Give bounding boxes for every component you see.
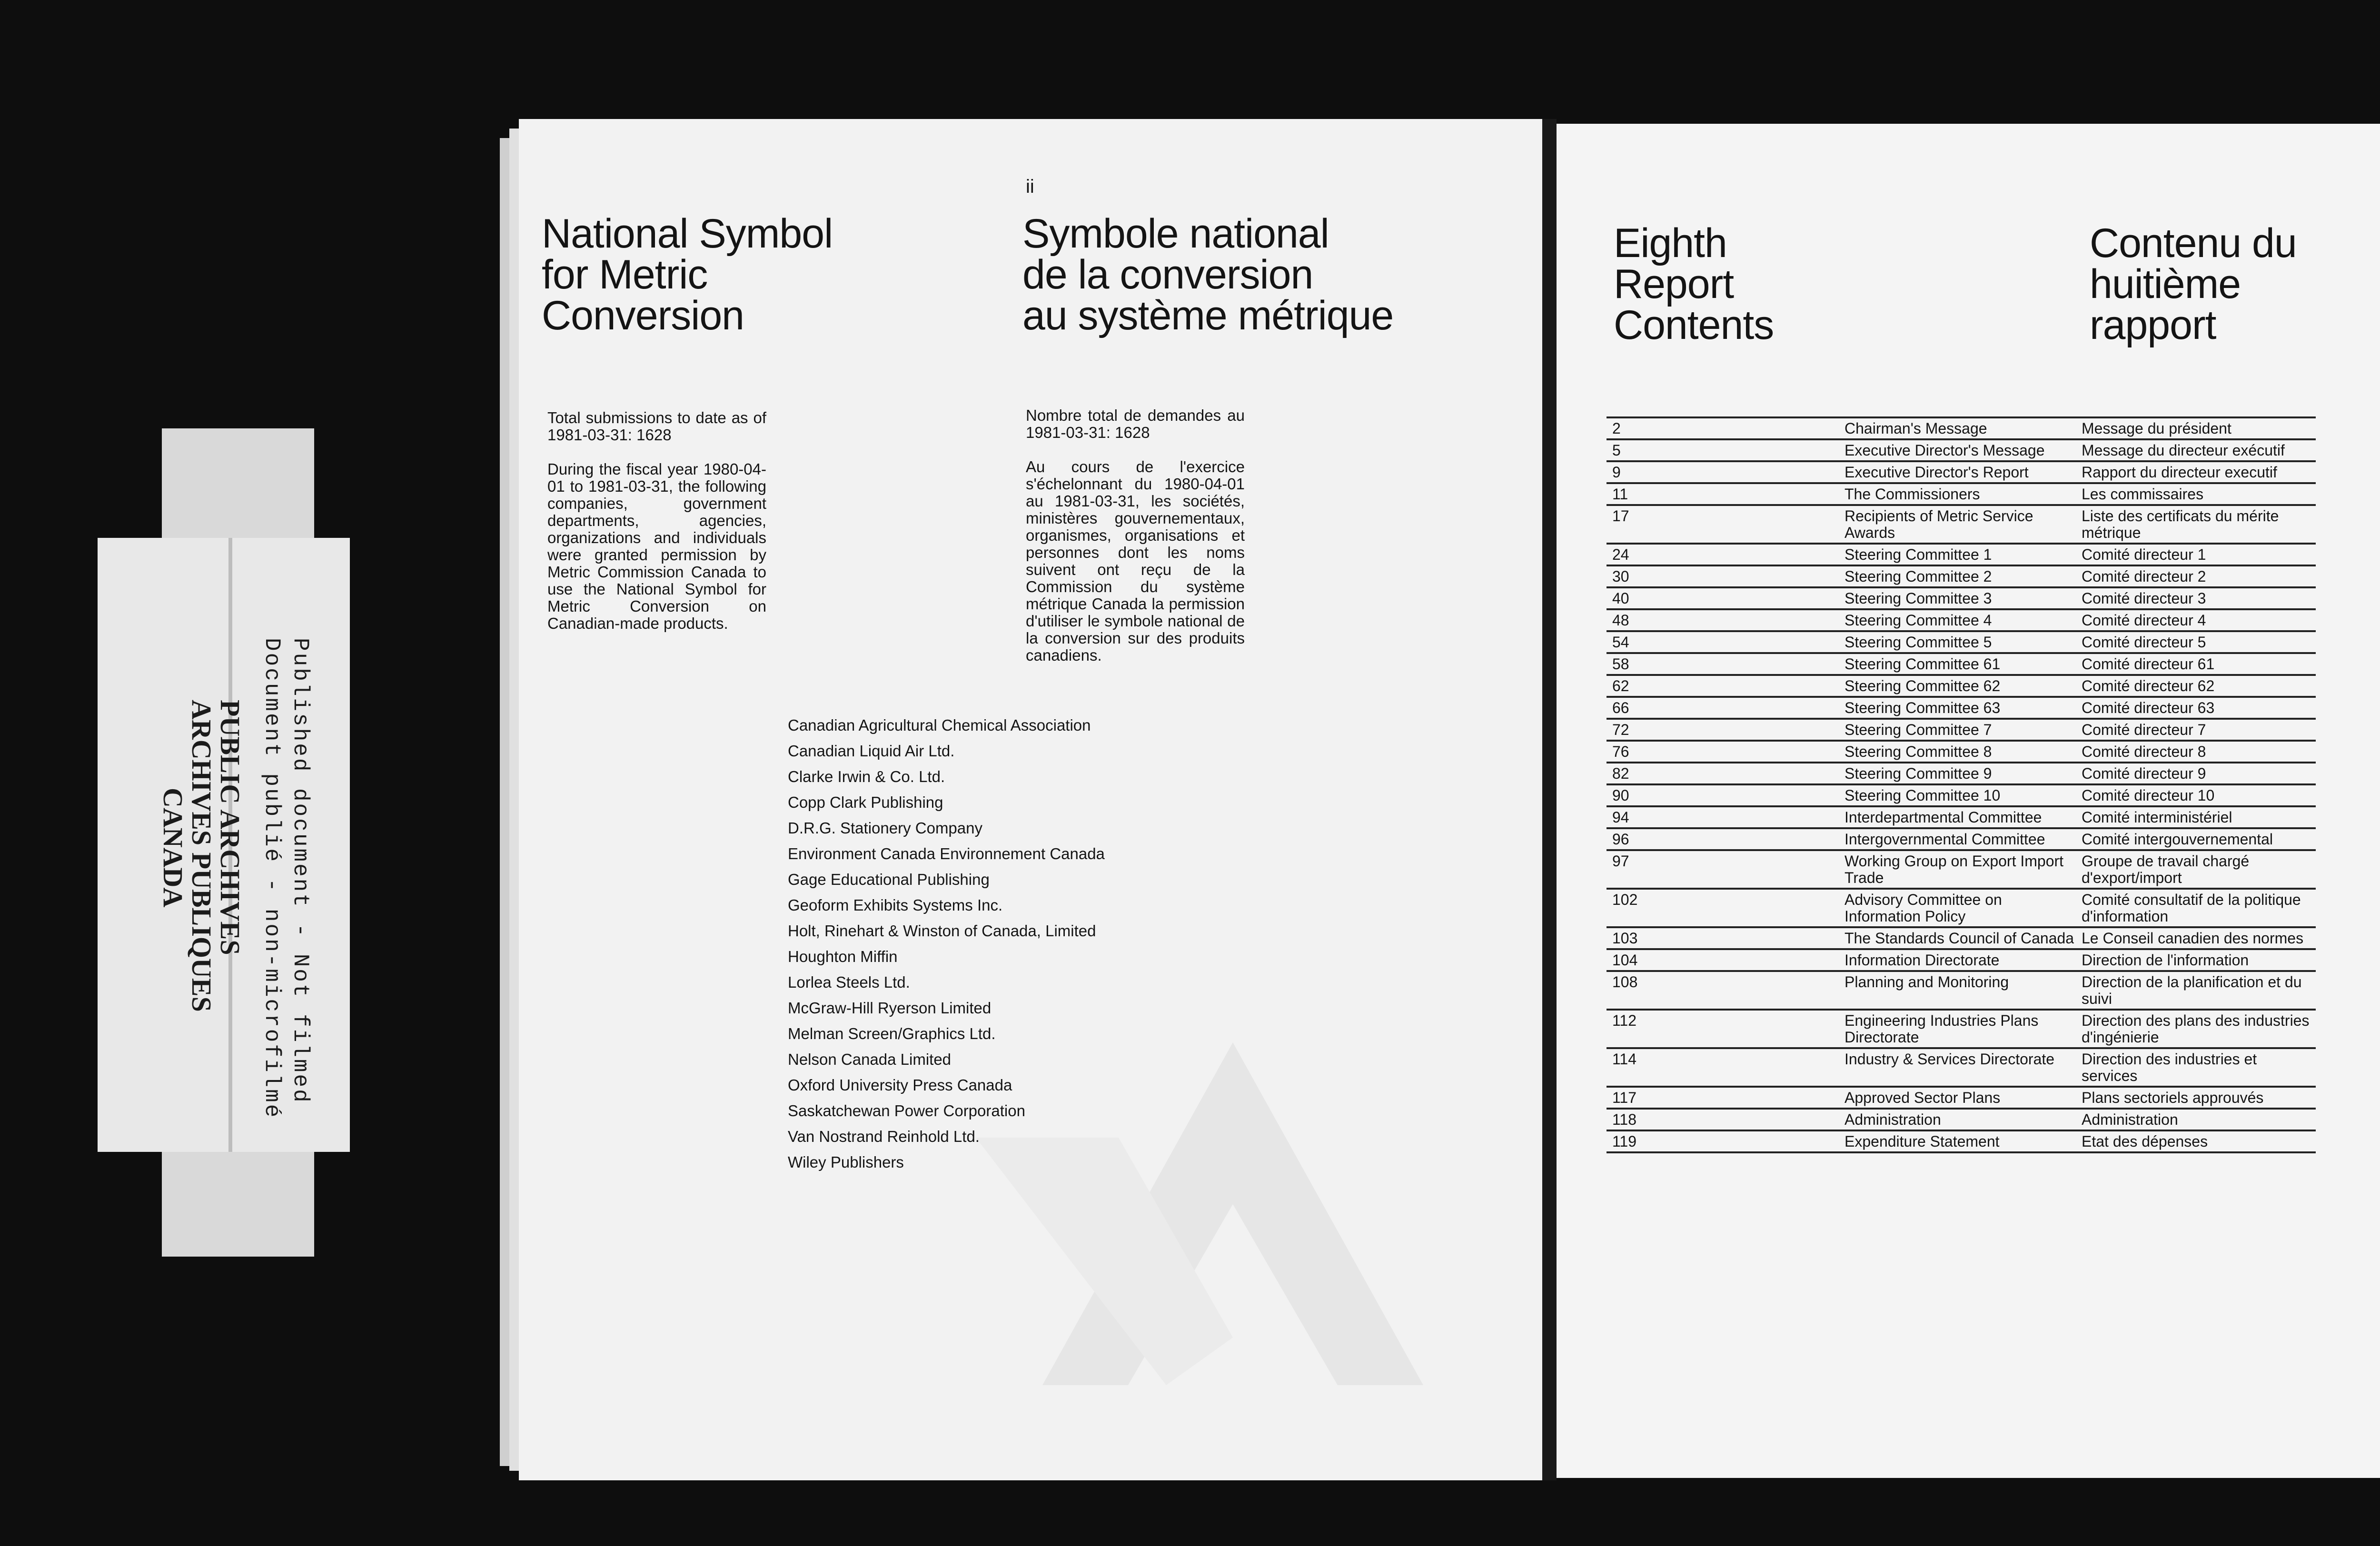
toc-page-number: 108 (1612, 973, 1638, 991)
table-row (1606, 506, 2316, 545)
toc-title-en: Intergovernmental Committee (1844, 831, 2045, 848)
toc-title-fr: Le Conseil canadien des normes (2082, 930, 2304, 947)
list-item: McGraw-Hill Ryerson Limited (788, 999, 992, 1017)
list-item: Nelson Canada Limited (788, 1050, 952, 1068)
toc-page-number: 11 (1612, 486, 1628, 503)
toc-title-en: The Commissioners (1844, 486, 1980, 503)
toc-page-number: 72 (1612, 721, 1629, 738)
table-row (1606, 440, 2316, 462)
title-en-line: Conversion (542, 293, 744, 338)
toc-page-number: 24 (1612, 546, 1629, 563)
table-row (1606, 654, 2316, 676)
toc-title-en: Planning and Monitoring (1844, 973, 2009, 991)
list-item: Wiley Publishers (788, 1153, 904, 1171)
toc-title-fr: Comité directeur 10 (2082, 787, 2215, 804)
toc-title-fr: Direction des plans des industries d'ingénierie (2082, 1012, 2310, 1046)
list-item: Oxford University Press Canada (788, 1076, 1012, 1094)
contents-title-line: rapport (2090, 302, 2216, 348)
table-row (1606, 1088, 2316, 1110)
list-item: Melman Screen/Graphics Ltd. (788, 1025, 996, 1042)
toc-page-number: 9 (1612, 464, 1621, 481)
toc-page-number: 112 (1612, 1012, 1637, 1029)
title-fr-line: de la conversion (1022, 252, 1313, 297)
toc-title-fr: Comité directeur 8 (2082, 743, 2206, 760)
toc-title-fr: Comité consultatif de la politique d'information (2082, 891, 2301, 925)
toc-title-en: Steering Committee 61 (1844, 655, 2001, 673)
title-en (542, 213, 833, 336)
table-row (1606, 763, 2316, 785)
toc-title-fr: Direction des industries et services (2082, 1050, 2257, 1084)
toc-page-number: 2 (1612, 420, 1621, 437)
table-row (1606, 720, 2316, 742)
table-row (1606, 462, 2316, 484)
intro-paragraph: During the fiscal year 1980-04-01 to 1981-03-31, the following companies, government departments, agencies, organizations and individuals were granted permission by Metric Commission Canada to use the National Symbol for Metric Conversion on Canadian-made products. (547, 460, 766, 632)
slip-published-fr: Document publié - non-microfilmé (259, 638, 284, 1120)
toc-title-en: Advisory Committee on Information Policy (1844, 891, 2002, 925)
toc-page-number: 5 (1612, 442, 1621, 459)
table-row (1606, 484, 2316, 506)
list-item: Geoform Exhibits Systems Inc. (788, 896, 1003, 914)
intro-text-en (547, 409, 766, 649)
intro-text-fr (1026, 407, 1245, 681)
toc-title-en: Steering Committee 5 (1844, 634, 1992, 651)
list-item: Copp Clark Publishing (788, 793, 943, 811)
table-row (1606, 566, 2316, 588)
toc-title-fr: Message du directeur exécutif (2082, 442, 2285, 459)
table-row (1606, 676, 2316, 698)
toc-page-number: 66 (1612, 699, 1629, 716)
toc-title-fr: Rapport du directeur executif (2082, 464, 2277, 481)
toc-title-en: Steering Committee 4 (1844, 612, 1992, 629)
toc-page-number: 82 (1612, 765, 1629, 782)
toc-title-fr: Liste des certificats du mérite métrique (2082, 507, 2279, 541)
toc-page-number: 102 (1612, 891, 1638, 908)
table-row (1606, 851, 2316, 890)
toc-title-en: Engineering Industries Plans Directorate (1844, 1012, 2039, 1046)
page-stack-edge (509, 129, 519, 1471)
toc-title-fr: Groupe de travail chargé d'export/import (2082, 852, 2250, 886)
toc-title-fr: Comité directeur 7 (2082, 721, 2206, 738)
book-gutter (1542, 119, 1557, 1480)
table-row (1606, 1011, 2316, 1049)
toc-page-number: 62 (1612, 677, 1629, 694)
contents-title-line: Report (1614, 261, 1734, 307)
toc-title-fr: Comité interministériel (2082, 809, 2232, 826)
page-number: ii (1026, 176, 1034, 197)
toc-page-number: 96 (1612, 831, 1629, 848)
toc-title-en: Steering Committee 1 (1844, 546, 1992, 563)
toc-title-fr: Comité directeur 2 (2082, 568, 2206, 585)
title-en-line: National Symbol (542, 211, 833, 257)
toc-page-number: 118 (1612, 1111, 1637, 1128)
table-row (1606, 950, 2316, 972)
toc-page-number: 40 (1612, 590, 1629, 607)
toc-title-fr: Comité directeur 4 (2082, 612, 2206, 629)
toc-page-number: 104 (1612, 951, 1638, 969)
toc-title-en: Steering Committee 3 (1844, 590, 1992, 607)
toc-page-number: 58 (1612, 655, 1629, 673)
toc-title-fr: Etat des dépenses (2082, 1133, 2208, 1150)
toc-title-fr: Administration (2082, 1111, 2178, 1128)
toc-title-en: Recipients of Metric Service Awards (1844, 507, 2033, 541)
table-row (1606, 588, 2316, 610)
table-row (1606, 1131, 2316, 1153)
toc-page-number: 117 (1612, 1089, 1637, 1106)
list-item: Saskatchewan Power Corporation (788, 1102, 1025, 1120)
toc-title-en: Executive Director's Report (1844, 464, 2029, 481)
table-row (1606, 829, 2316, 851)
toc-title-en: Steering Committee 7 (1844, 721, 1992, 738)
contents-title-line: Eighth (1614, 220, 1727, 266)
table-row (1606, 545, 2316, 566)
title-fr (1022, 213, 1393, 336)
toc-page-number: 48 (1612, 612, 1629, 629)
toc-title-fr: Comité directeur 9 (2082, 765, 2206, 782)
toc-page-number: 54 (1612, 634, 1629, 651)
toc-page-number: 17 (1612, 507, 1629, 525)
list-item: Canadian Agricultural Chemical Association (788, 716, 1091, 734)
contents-title-line: Contents (1614, 302, 1774, 348)
toc-title-en: Steering Committee 10 (1844, 787, 2001, 804)
list-item: Van Nostrand Reinhold Ltd. (788, 1128, 980, 1145)
toc-title-fr: Direction de l'information (2082, 951, 2249, 969)
contents-table (1606, 416, 2316, 1153)
title-en-line: for Metric (542, 252, 708, 297)
toc-title-fr: Direction de la planification et du suivi (2082, 973, 2302, 1007)
toc-title-en: Steering Committee 9 (1844, 765, 1992, 782)
list-item: D.R.G. Stationery Company (788, 819, 982, 837)
toc-title-fr: Comité intergouvernemental (2082, 831, 2273, 848)
list-item: Environment Canada Environnement Canada (788, 845, 1105, 862)
list-item: Clarke Irwin & Co. Ltd. (788, 768, 945, 785)
slip-public-archives: PUBLIC ARCHIVES (215, 700, 246, 955)
table-row (1606, 890, 2316, 928)
toc-title-en: Approved Sector Plans (1844, 1089, 2001, 1106)
contents-title-line: Contenu du (2090, 220, 2297, 266)
toc-title-fr: Comité directeur 5 (2082, 634, 2206, 651)
table-row (1606, 928, 2316, 950)
toc-title-fr: Comité directeur 1 (2082, 546, 2206, 563)
slip-published-en: Published document - Not filmed (288, 638, 313, 1104)
list-item: Gage Educational Publishing (788, 871, 990, 888)
toc-page-number: 97 (1612, 852, 1629, 870)
toc-title-fr: Message du président (2082, 420, 2231, 437)
toc-title-en: Interdepartmental Committee (1844, 809, 2042, 826)
table-row (1606, 610, 2316, 632)
toc-title-en: Chairman's Message (1844, 420, 1987, 437)
table-row (1606, 418, 2316, 440)
toc-title-fr: Comité directeur 61 (2082, 655, 2215, 673)
toc-title-en: Steering Committee 62 (1844, 677, 2001, 694)
toc-title-fr: Les commissaires (2082, 486, 2204, 503)
contents-title-fr (2090, 220, 2297, 348)
toc-title-fr: Plans sectoriels approuvés (2082, 1089, 2264, 1106)
table-row (1606, 632, 2316, 654)
toc-page-number: 119 (1612, 1133, 1637, 1150)
table-row (1606, 698, 2316, 720)
table-row (1606, 1049, 2316, 1088)
title-fr-line: au système métrique (1022, 293, 1394, 338)
company-list (788, 713, 1216, 1175)
toc-title-fr: Comité directeur 62 (2082, 677, 2215, 694)
slip-canada: CANADA (158, 788, 188, 908)
toc-title-en: Executive Director's Message (1844, 442, 2045, 459)
toc-title-en: Steering Committee 63 (1844, 699, 2001, 716)
list-item: Holt, Rinehart & Winston of Canada, Limited (788, 922, 1096, 940)
intro-paragraph: Total submissions to date as of 1981-03-31: 1628 (547, 409, 766, 444)
intro-paragraph: Nombre total de demandes au 1981-03-31: 1628 (1026, 406, 1245, 441)
toc-title-en: Industry & Services Directorate (1844, 1050, 2055, 1068)
table-row (1606, 785, 2316, 807)
table-row (1606, 742, 2316, 763)
list-item: Lorlea Steels Ltd. (788, 973, 910, 991)
toc-page-number: 90 (1612, 787, 1629, 804)
toc-page-number: 76 (1612, 743, 1629, 760)
toc-title-en: Steering Committee 2 (1844, 568, 1992, 585)
toc-title-en: Steering Committee 8 (1844, 743, 1992, 760)
intro-paragraph: Au cours de l'exercice s'échelonnant du 1980-04-01 au 1981-03-31, les sociétés, ministères gouvernementaux, organismes, organisations et personnes dont les noms suivent ont reçu de la Commission du système métrique Canada la permission d'utiliser le symbole national de la conversion sur des produits canadiens. (1026, 458, 1245, 664)
toc-title-fr: Comité directeur 63 (2082, 699, 2215, 716)
toc-page-number: 114 (1612, 1050, 1637, 1068)
toc-title-fr: Comité directeur 3 (2082, 590, 2206, 607)
toc-title-en: Administration (1844, 1111, 1941, 1128)
toc-page-number: 94 (1612, 809, 1629, 826)
toc-page-number: 103 (1612, 930, 1638, 947)
toc-title-en: Working Group on Export Import Trade (1844, 852, 2064, 886)
slip-archives-publiques: ARCHIVES PUBLIQUES (186, 700, 217, 1012)
toc-page-number: 30 (1612, 568, 1629, 585)
contents-title-en (1614, 220, 1774, 348)
list-item: Houghton Miffin (788, 948, 898, 965)
toc-title-en: Expenditure Statement (1844, 1133, 2000, 1150)
table-row (1606, 972, 2316, 1011)
table-row (1606, 1110, 2316, 1131)
contents-title-line: huitième (2090, 261, 2241, 307)
toc-title-en: Information Directorate (1844, 951, 2000, 969)
table-row (1606, 807, 2316, 829)
title-fr-line: Symbole national (1022, 211, 1329, 257)
list-item: Canadian Liquid Air Ltd. (788, 742, 955, 760)
toc-title-en: The Standards Council of Canada (1844, 930, 2074, 947)
